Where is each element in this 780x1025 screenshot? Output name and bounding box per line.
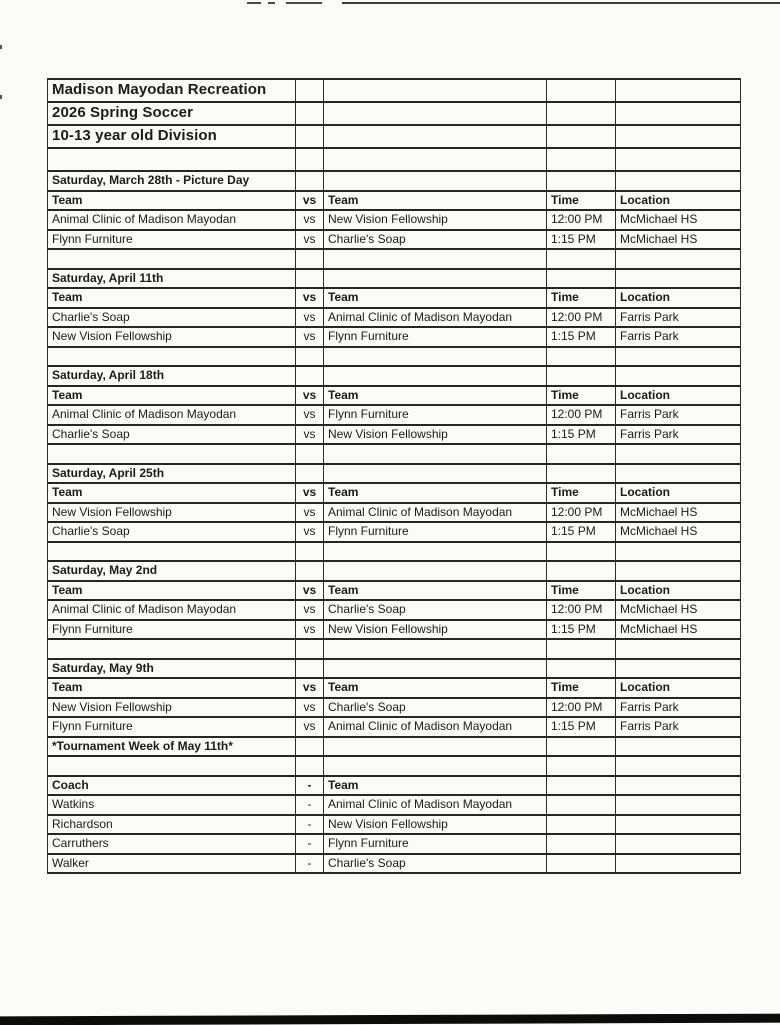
- empty-cell: [616, 756, 741, 776]
- empty-cell: [48, 756, 296, 776]
- coach-name-cell: Watkins: [48, 795, 296, 815]
- home-team-cell: Charlie's Soap: [48, 522, 296, 542]
- section-heading: Saturday, April 11th: [48, 269, 296, 289]
- empty-cell: [296, 347, 324, 367]
- section-heading: Saturday, May 2nd: [48, 561, 296, 581]
- col-header-time: Time: [547, 581, 616, 601]
- empty-cell: [324, 79, 547, 102]
- title-line: Madison Mayodan Recreation: [48, 79, 296, 102]
- empty-cell: [296, 171, 324, 191]
- spacer-row: [48, 756, 741, 776]
- col-header-team-home: Team: [48, 386, 296, 406]
- empty-cell: [547, 269, 616, 289]
- scan-artifact-dash: [247, 2, 261, 4]
- empty-cell: [547, 834, 616, 854]
- coach-name-cell: Walker: [48, 854, 296, 874]
- empty-cell: [296, 639, 324, 659]
- dash-cell: -: [296, 795, 324, 815]
- empty-cell: [324, 102, 547, 125]
- away-team-cell: Animal Clinic of Madison Mayodan: [324, 503, 547, 523]
- scan-artifact-speck: [0, 45, 2, 49]
- empty-cell: [48, 542, 296, 562]
- col-header-location: Location: [616, 678, 741, 698]
- spacer-row: [48, 347, 741, 367]
- empty-cell: [296, 464, 324, 484]
- home-team-cell: Animal Clinic of Madison Mayodan: [48, 405, 296, 425]
- empty-cell: [296, 659, 324, 679]
- spacer-row: [48, 444, 741, 464]
- section-heading: Saturday, April 18th: [48, 366, 296, 386]
- empty-cell: [324, 125, 547, 148]
- vs-cell: vs: [296, 308, 324, 328]
- empty-cell: [616, 542, 741, 562]
- col-header-vs: vs: [296, 678, 324, 698]
- schedule-header-row: [48, 386, 741, 406]
- empty-cell: [547, 776, 616, 796]
- empty-cell: [324, 464, 547, 484]
- title-row: [48, 125, 741, 148]
- col-header-time: Time: [547, 191, 616, 211]
- empty-cell: [616, 659, 741, 679]
- away-team-cell: Charlie's Soap: [324, 600, 547, 620]
- empty-cell: [324, 444, 547, 464]
- location-cell: McMichael HS: [616, 230, 741, 250]
- col-header-team-away: Team: [324, 386, 547, 406]
- empty-cell: [616, 854, 741, 874]
- schedule-table-body: [48, 79, 741, 873]
- game-row: [48, 698, 741, 718]
- vs-cell: vs: [296, 425, 324, 445]
- away-team-cell: Animal Clinic of Madison Mayodan: [324, 308, 547, 328]
- coach-header-row: [48, 776, 741, 796]
- empty-cell: [48, 148, 296, 171]
- home-team-cell: Animal Clinic of Madison Mayodan: [48, 600, 296, 620]
- empty-cell: [48, 639, 296, 659]
- empty-cell: [616, 79, 741, 102]
- game-row: [48, 522, 741, 542]
- empty-cell: [324, 659, 547, 679]
- col-header-team-home: Team: [48, 191, 296, 211]
- empty-cell: [324, 269, 547, 289]
- col-header-team-away: Team: [324, 581, 547, 601]
- coach-team-cell: Animal Clinic of Madison Mayodan: [324, 795, 547, 815]
- col-header-vs: vs: [296, 191, 324, 211]
- vs-cell: vs: [296, 503, 324, 523]
- empty-cell: [324, 756, 547, 776]
- section-heading-row: [48, 269, 741, 289]
- empty-cell: [296, 542, 324, 562]
- away-team-cell: Charlie's Soap: [324, 230, 547, 250]
- vs-cell: vs: [296, 698, 324, 718]
- empty-cell: [296, 249, 324, 269]
- empty-cell: [547, 542, 616, 562]
- col-header-location: Location: [616, 483, 741, 503]
- home-team-cell: Flynn Furniture: [48, 717, 296, 737]
- coach-name-cell: Richardson: [48, 815, 296, 835]
- col-header-team-home: Team: [48, 678, 296, 698]
- home-team-cell: New Vision Fellowship: [48, 698, 296, 718]
- empty-cell: [324, 737, 547, 757]
- col-header-team-home: Team: [48, 581, 296, 601]
- empty-cell: [547, 249, 616, 269]
- time-cell: 1:15 PM: [547, 522, 616, 542]
- time-cell: 12:00 PM: [547, 210, 616, 230]
- empty-cell: [48, 249, 296, 269]
- section-heading: Saturday, March 28th - Picture Day: [48, 171, 296, 191]
- col-header-location: Location: [616, 191, 741, 211]
- section-heading-row: [48, 561, 741, 581]
- empty-cell: [547, 125, 616, 148]
- empty-cell: [324, 542, 547, 562]
- time-cell: 12:00 PM: [547, 600, 616, 620]
- empty-cell: [296, 561, 324, 581]
- col-header-vs: vs: [296, 581, 324, 601]
- time-cell: 12:00 PM: [547, 308, 616, 328]
- schedule-table: [47, 78, 741, 874]
- game-row: [48, 620, 741, 640]
- vs-cell: vs: [296, 620, 324, 640]
- vs-cell: vs: [296, 327, 324, 347]
- empty-cell: [547, 756, 616, 776]
- spacer-row: [48, 249, 741, 269]
- empty-cell: [616, 148, 741, 171]
- empty-cell: [547, 737, 616, 757]
- schedule-header-row: [48, 288, 741, 308]
- spacer-row: [48, 542, 741, 562]
- col-header-time: Time: [547, 483, 616, 503]
- tournament-note: *Tournament Week of May 11th*: [48, 737, 296, 757]
- empty-cell: [296, 444, 324, 464]
- schedule-header-row: [48, 191, 741, 211]
- schedule-header-row: [48, 483, 741, 503]
- location-cell: Farris Park: [616, 327, 741, 347]
- vs-cell: vs: [296, 405, 324, 425]
- empty-cell: [48, 444, 296, 464]
- empty-cell: [547, 815, 616, 835]
- empty-cell: [324, 171, 547, 191]
- away-team-cell: New Vision Fellowship: [324, 425, 547, 445]
- game-row: [48, 503, 741, 523]
- home-team-cell: Flynn Furniture: [48, 230, 296, 250]
- section-heading-row: [48, 366, 741, 386]
- vs-cell: vs: [296, 522, 324, 542]
- col-header-team-away: Team: [324, 483, 547, 503]
- scan-artifact-dash: [268, 2, 275, 4]
- game-row: [48, 327, 741, 347]
- empty-cell: [547, 366, 616, 386]
- empty-cell: [616, 639, 741, 659]
- empty-cell: [547, 79, 616, 102]
- vs-cell: vs: [296, 600, 324, 620]
- empty-cell: [616, 125, 741, 148]
- col-header-time: Time: [547, 386, 616, 406]
- home-team-cell: Flynn Furniture: [48, 620, 296, 640]
- empty-cell: [296, 148, 324, 171]
- time-cell: 1:15 PM: [547, 620, 616, 640]
- home-team-cell: Charlie's Soap: [48, 425, 296, 445]
- time-cell: 12:00 PM: [547, 405, 616, 425]
- empty-cell: [616, 795, 741, 815]
- location-cell: Farris Park: [616, 405, 741, 425]
- location-cell: McMichael HS: [616, 210, 741, 230]
- spacer-row: [48, 639, 741, 659]
- time-cell: 1:15 PM: [547, 717, 616, 737]
- empty-cell: [547, 659, 616, 679]
- empty-cell: [547, 561, 616, 581]
- location-cell: Farris Park: [616, 308, 741, 328]
- location-cell: Farris Park: [616, 717, 741, 737]
- empty-cell: [616, 834, 741, 854]
- location-cell: Farris Park: [616, 698, 741, 718]
- empty-cell: [616, 249, 741, 269]
- empty-cell: [324, 249, 547, 269]
- game-row: [48, 405, 741, 425]
- col-header-location: Location: [616, 288, 741, 308]
- vs-cell: vs: [296, 717, 324, 737]
- empty-cell: [547, 102, 616, 125]
- location-cell: McMichael HS: [616, 503, 741, 523]
- time-cell: 1:15 PM: [547, 425, 616, 445]
- empty-cell: [616, 347, 741, 367]
- empty-cell: [547, 854, 616, 874]
- empty-cell: [296, 366, 324, 386]
- section-heading-row: [48, 659, 741, 679]
- empty-cell: [324, 639, 547, 659]
- scan-artifact-dash: [286, 2, 322, 4]
- empty-cell: [324, 366, 547, 386]
- coach-team-cell: Flynn Furniture: [324, 834, 547, 854]
- title-row: [48, 79, 741, 102]
- time-cell: 1:15 PM: [547, 230, 616, 250]
- empty-cell: [547, 464, 616, 484]
- vs-cell: vs: [296, 230, 324, 250]
- col-header-team-away: Team: [324, 191, 547, 211]
- away-team-cell: Flynn Furniture: [324, 405, 547, 425]
- col-header-time: Time: [547, 288, 616, 308]
- coach-row: [48, 815, 741, 835]
- game-row: [48, 717, 741, 737]
- col-header-team-away: Team: [324, 288, 547, 308]
- empty-cell: [616, 444, 741, 464]
- coach-row: [48, 834, 741, 854]
- time-cell: 12:00 PM: [547, 503, 616, 523]
- game-row: [48, 210, 741, 230]
- home-team-cell: New Vision Fellowship: [48, 327, 296, 347]
- empty-cell: [324, 347, 547, 367]
- away-team-cell: Flynn Furniture: [324, 327, 547, 347]
- empty-cell: [48, 347, 296, 367]
- home-team-cell: Animal Clinic of Madison Mayodan: [48, 210, 296, 230]
- empty-cell: [296, 269, 324, 289]
- time-cell: 12:00 PM: [547, 698, 616, 718]
- empty-cell: [616, 737, 741, 757]
- empty-cell: [547, 347, 616, 367]
- dash-cell: -: [296, 854, 324, 874]
- dash-cell: -: [296, 834, 324, 854]
- title-line: 2026 Spring Soccer: [48, 102, 296, 125]
- col-header-location: Location: [616, 581, 741, 601]
- location-cell: McMichael HS: [616, 600, 741, 620]
- away-team-cell: New Vision Fellowship: [324, 620, 547, 640]
- empty-cell: [547, 171, 616, 191]
- col-header-team-home: Team: [48, 483, 296, 503]
- col-header-coach-team: Team: [324, 776, 547, 796]
- scan-artifact-speck: [0, 95, 2, 99]
- time-cell: 1:15 PM: [547, 327, 616, 347]
- schedule-header-row: [48, 581, 741, 601]
- col-header-team-home: Team: [48, 288, 296, 308]
- vs-cell: vs: [296, 210, 324, 230]
- schedule-header-row: [48, 678, 741, 698]
- away-team-cell: Animal Clinic of Madison Mayodan: [324, 717, 547, 737]
- coach-team-cell: New Vision Fellowship: [324, 815, 547, 835]
- game-row: [48, 425, 741, 445]
- col-header-team-away: Team: [324, 678, 547, 698]
- empty-cell: [616, 366, 741, 386]
- col-header-vs: vs: [296, 483, 324, 503]
- col-header-location: Location: [616, 386, 741, 406]
- section-heading-row: [48, 464, 741, 484]
- empty-cell: [324, 561, 547, 581]
- tournament-row: [48, 737, 741, 757]
- empty-cell: [547, 795, 616, 815]
- empty-cell: [547, 639, 616, 659]
- empty-cell: [616, 776, 741, 796]
- coach-team-cell: Charlie's Soap: [324, 854, 547, 874]
- spacer-row: [48, 148, 741, 171]
- col-header-coach: Coach: [48, 776, 296, 796]
- empty-cell: [296, 756, 324, 776]
- empty-cell: [547, 444, 616, 464]
- away-team-cell: Charlie's Soap: [324, 698, 547, 718]
- title-line: 10-13 year old Division: [48, 125, 296, 148]
- title-row: [48, 102, 741, 125]
- section-heading: Saturday, April 25th: [48, 464, 296, 484]
- empty-cell: [616, 269, 741, 289]
- empty-cell: [296, 79, 324, 102]
- section-heading-row: [48, 171, 741, 191]
- empty-cell: [616, 171, 741, 191]
- col-header-vs: vs: [296, 288, 324, 308]
- game-row: [48, 230, 741, 250]
- away-team-cell: New Vision Fellowship: [324, 210, 547, 230]
- game-row: [48, 308, 741, 328]
- section-heading: Saturday, May 9th: [48, 659, 296, 679]
- col-header-time: Time: [547, 678, 616, 698]
- scan-artifact-top-line: [342, 2, 780, 4]
- home-team-cell: New Vision Fellowship: [48, 503, 296, 523]
- dash-cell: -: [296, 776, 324, 796]
- game-row: [48, 600, 741, 620]
- coach-name-cell: Carruthers: [48, 834, 296, 854]
- location-cell: McMichael HS: [616, 620, 741, 640]
- location-cell: Farris Park: [616, 425, 741, 445]
- dash-cell: -: [296, 815, 324, 835]
- empty-cell: [296, 102, 324, 125]
- empty-cell: [296, 125, 324, 148]
- col-header-vs: vs: [296, 386, 324, 406]
- empty-cell: [296, 737, 324, 757]
- empty-cell: [547, 148, 616, 171]
- location-cell: McMichael HS: [616, 522, 741, 542]
- empty-cell: [616, 102, 741, 125]
- coach-row: [48, 854, 741, 874]
- empty-cell: [616, 561, 741, 581]
- scan-artifact-bottom-bar: [0, 1014, 780, 1025]
- away-team-cell: Flynn Furniture: [324, 522, 547, 542]
- empty-cell: [616, 815, 741, 835]
- coach-row: [48, 795, 741, 815]
- empty-cell: [616, 464, 741, 484]
- home-team-cell: Charlie's Soap: [48, 308, 296, 328]
- empty-cell: [324, 148, 547, 171]
